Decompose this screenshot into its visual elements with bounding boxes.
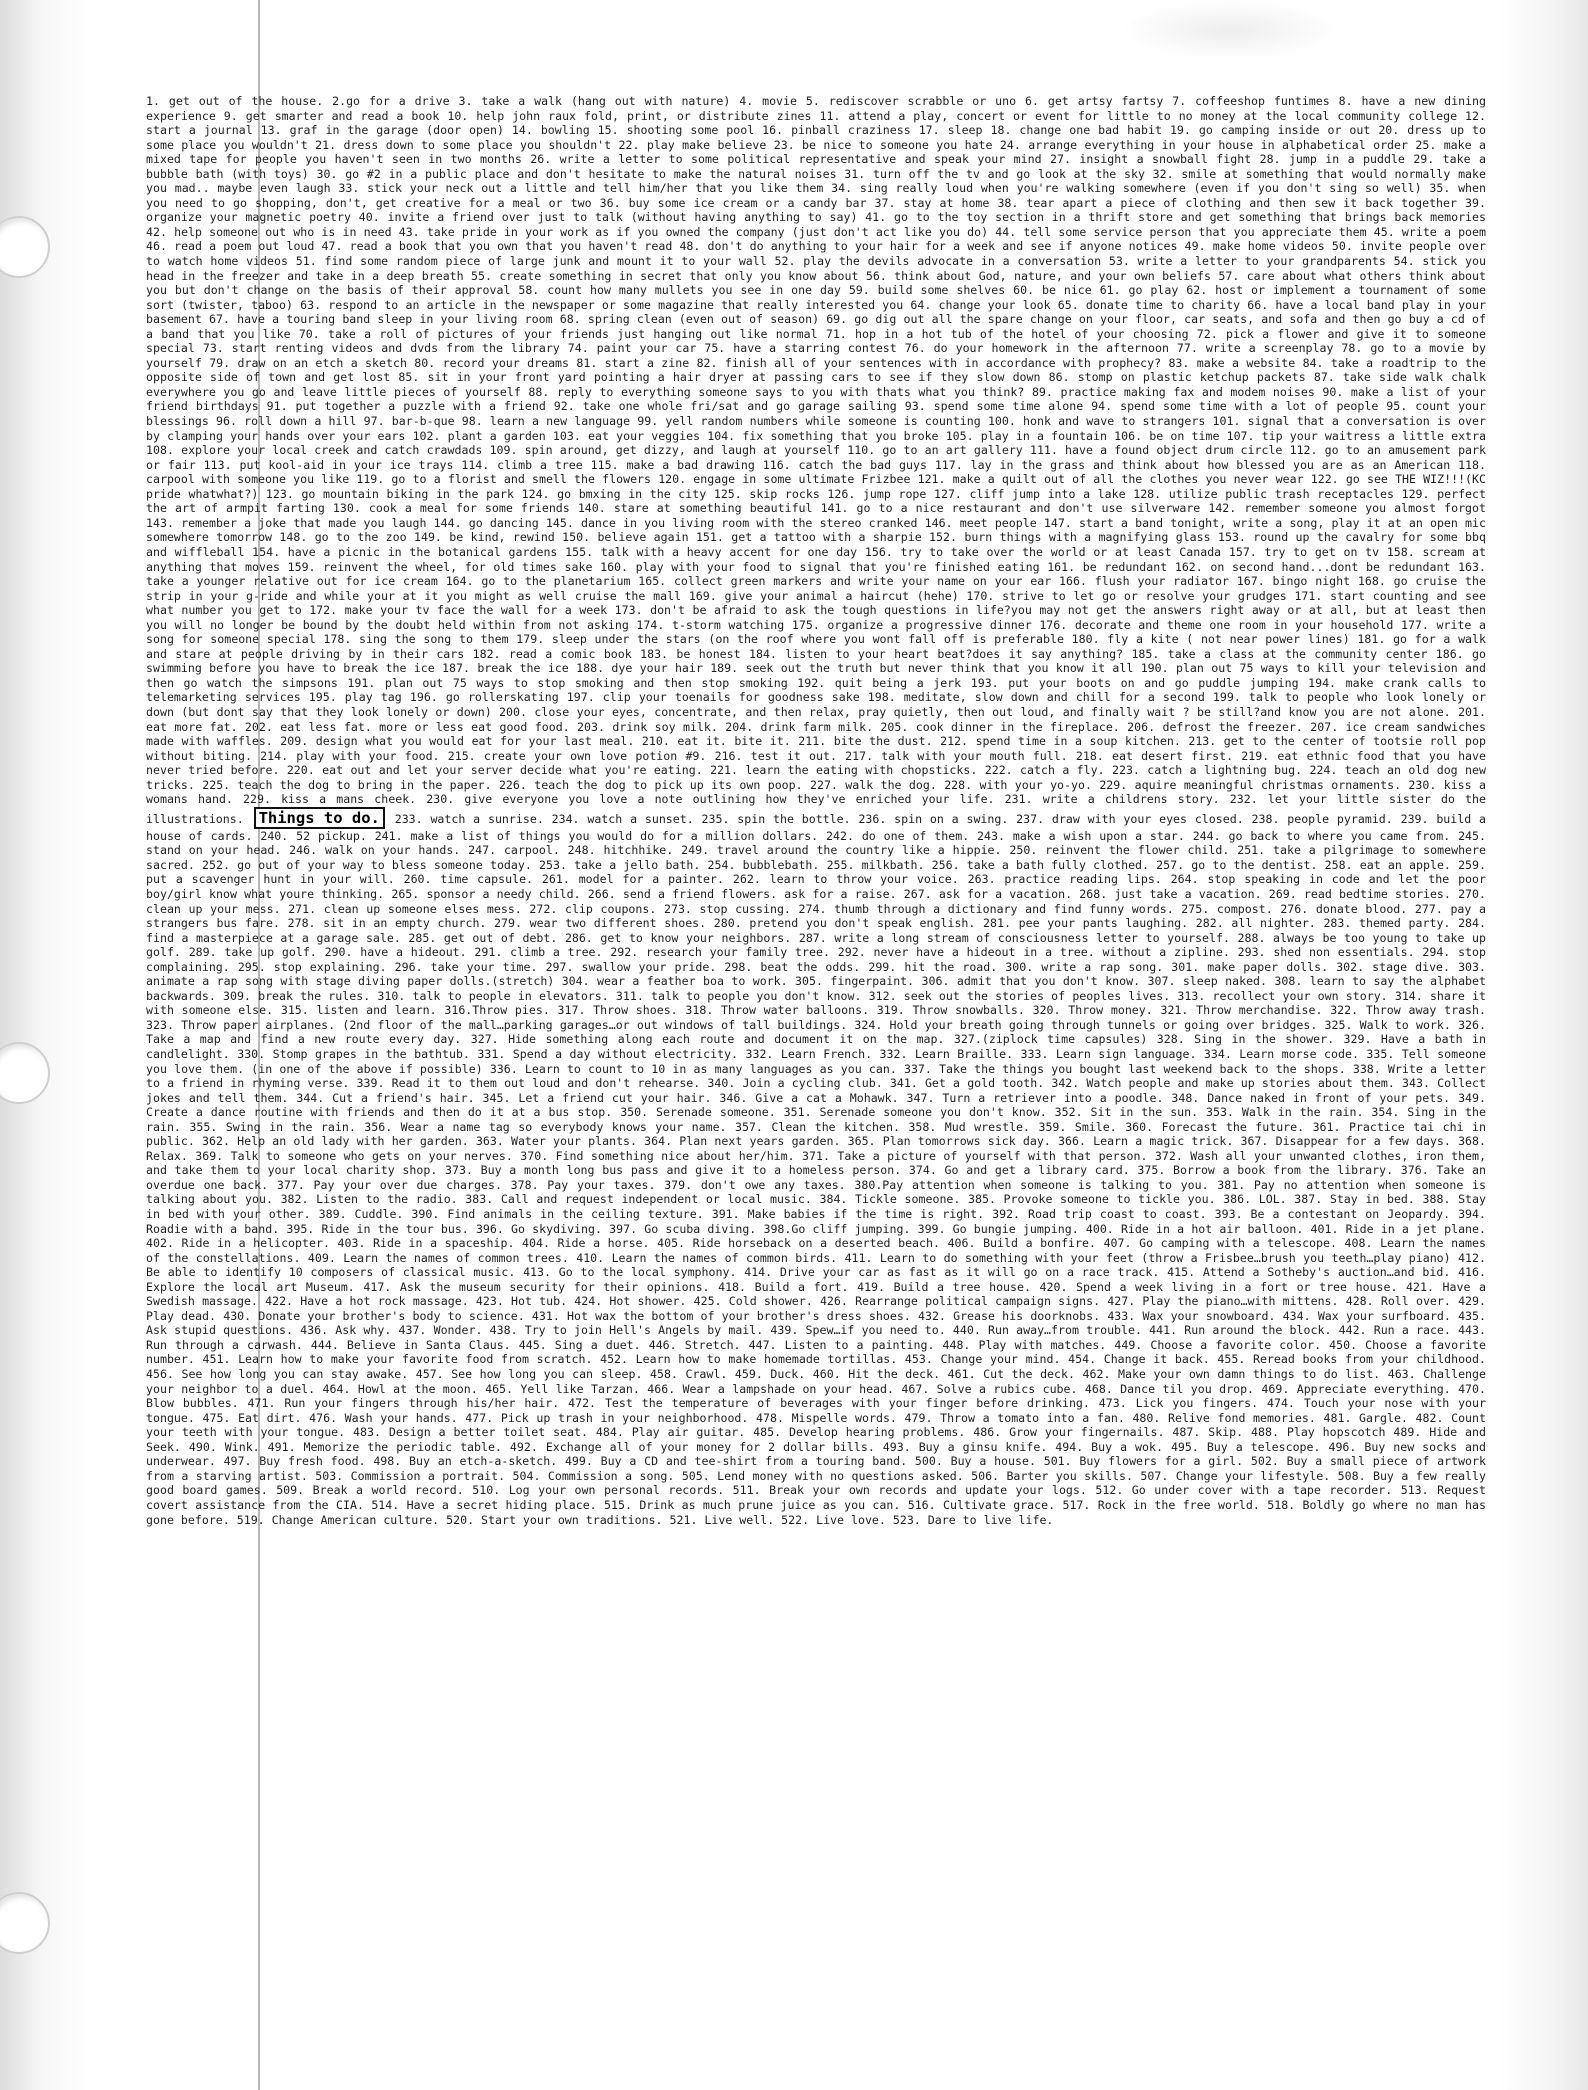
punch-hole-middle (0, 1042, 50, 1104)
list-title: Things to do. (254, 807, 385, 829)
punch-hole-top (0, 216, 50, 278)
list-part-1: 1. get out of the house. 2.go for a drive 3. take a walk (hang out with nature) 4. movie 5. rediscover scrabble or uno 6. get artsy fartsy 7. coffeeshop funtimes 8. have a new dining experience 9. get smarter and read a book 10. help john raux fold, print, or distribute zines 11. attend a play, concert or event for little to no money at the local community college 12. start a journal 13. graf in the garage (door open) 14. bowling 15. shooting some pool 16. pinball craziness 17. sleep 18. change one bad habit 19. go camping inside or out 20. dress up to some place you wouldn't 21. dress down to some place you shouldn't 22. play make believe 23. be nice to someone you hate 24. arrange everything in your house in alphabetical order 25. make a mixed tape for people you haven't seen in two months 26. write a letter to some political representative and speak your mind 27. insight a snowball fight 28. jump in a puddle 29. take a bubble bath (with toys) 30. go #2 in a public place and don't hesitate to make the natural noises 31. turn off the tv and go look at the sky 32. smile at something that would normally make you mad.. maybe even laugh 33. stick your neck out a little and tell him/her that you like them 34. sing really loud when you're walking somewhere (even if you don't sing so well) 35. when you need to go shopping, don't, get creative for a meal or two 36. buy some ice cream or a candy bar 37. stay at home 38. tear apart a piece of clothing and then sew it back together 39. organize your magnetic poetry 40. invite a friend over just to talk (without having anything to say) 41. go to the toy section in a thrift store and get something that brings back memories 42. help someone out who is in need 43. take pride in your work as if you owned the company (just don't act like you do) 44. tell some service person that you appreciate them 45. write a poem 46. read a poem out loud 47. read a book that you own that you haven't read 48. don't do anything to your hair for a week and see if anyone notices 49. make home videos 50. invite people over to watch home videos 51. find some random piece of large junk and mount it to your wall 52. play the devils advocate in a conversation 53. write a letter to your grandparents 54. stick you head in the freezer and take in a deep breath 55. create something in secret that only you know about 56. think about God, nature, and your own beliefs 57. care about what others think about you but don't change on the basis of their approval 58. count how many mullets you see in one day 59. build some shelves 60. be nice 61. go play 62. host or implement a tournament of some sort (twister, taboo) 63. respond to an article in the newspaper or some magazine that really interested you 64. change your look 65. donate time to charity 66. have a local band play in your basement 67. have a touring band sleep in your living room 68. spring clean (even out of season) 69. go dig out all the spare change on your floor, car seats, and sofa and then go buy a cd of a band that you like 70. take a roll of pictures of your friends just hanging out like normal 71. hop in a hot tub of the hotel of your choosing 72. pick a flower and give it to someone special 73. start renting videos and dvds from the library 74. paint your car 75. have a starring contest 76. do your homework in the afternoon 77. write a screenplay 78. go to a movie by yourself 79. draw on an etch a sketch 80. record your dreams 81. start a zine 82. finish all of your sentences with in accordance with prophecy? 83. make a website 84. take a roadtrip to the opposite side of town and get lost 85. sit in your front yard pointing a hair dryer at passing cars to see if they slow down 86. stomp on plastic ketchup packets 87. take side walk chalk everywhere you go and leave little pieces of yourself 88. reply to everything someone says to you with thats what you think? 89. practice making fax and modem noises 90. make a list of your friend birthdays 91. put together a puzzle with a friend 92. take one whole fri/sat and go garage sailing 93. spend some time alone 94. spend some time with a lot of people 95. count your blessings 96. roll down a hill 97. bar-b-que 98. learn a new language 99. yell random numbers while someone is counting 100. honk and wave to strangers 101. signal that a conversation is over by clamping your hands over your ears 102. plant a garden 103. eat your veggies 104. fix something that you broke 105. play in a fountain 106. be on time 107. tip your waitress a little extra 108. explore your local creek and catch crawdads 109. spin around, get dizzy, and laugh at yourself 110. go to an art gallery 111. have a found object drum circle 112. go to an amusement park or fair 113. put kool-aid in your ice trays 114. climb a tree 115. make a bad drawing 116. catch the bad guys 117. lay in the grass and think about how blessed you are as an American 118. carpool with someone you like 119. go to a florist and smell the flowers 120. engage in some ultimate Frizbee 121. make a quilt out of all the clothes you never wear 122. go see THE WIZ!!!(KC pride whatwhat?) 123. go mountain biking in the park 124. go bmxing in the city 125. skip rocks 126. jump rope 127. cliff jump into a lake 128. utilize public trash receptacles 129. perfect the art of armpit farting 130. cook a meal for some friends 140. stare at something beautiful 141. go to a nice restaurant and don't use silverware 142. remember someone you almost forgot 143. remember a joke that made you laugh 144. go dancing 145. dance in you living room with the stereo cranked 146. meet people 147. start a band tonight, write a song, play it at an open mic somewhere tomorrow 148. go to the zoo 149. be kind, rewind 150. believe again 151. get a tattoo with a sharpie 152. burn things with a magnifying glass 153. round up the cavalry for some bbq and wiffleball 154. have a picnic in the botanical gardens 155. talk with a heavy accent for one day 156. try to take over the world or at least Canada 157. try to get on tv 158. scream at anything that moves 159. reinvent the wheel, for old times sake 160. play with your food to signal that you're finished eating 161. be redundant 162. on second hand...dont be redundant 163. take a younger relative out for ice cream 164. go to the planetarium 165. collect green markers and write your name on your ear 166. flush your radiator 167. bingo night 168. go cruise the strip in your g-ride and while your at it you might as well cruise the mall 169. give your animal a haircut (hehe) 170. strive to let go or resolve your grudges 171. start counting and see what number you get to 172. make your tv face the wall for a week 173. don't be afraid to ask the tough questions in life?you may not get the answers right away or at all, but at least then you will no longer be bound by the doubt held within from not asking 174. t-storm watching 175. organize a progressive dinner 176. decorate and theme one room in your household 177. write a song for someone special 178. sing the song to them 179. sleep under the stars (on the roof where you wont fall off is preferable 180. fly a kite ( not near power lines) 181. go for a walk and stare at people driving by in their cars 182. read a comic book 183. be honest 184. listen to your heart beat?does it say anything? 185. take a class at the community center 186. go swimming before you have to break the ice 187. break the ice 188. dye your hair 189. seek out the truth but never think that you know it all 190. plan out 75 ways to kill your television and then go watch the simpsons 191. plan out 75 ways to stop smoking and then stop smoking 192. quit being a jerk 193. put your boots on and go puddle jumping 194. make crank calls to telemarketing services 195. play tag 196. go rollerskating 197. clip your toenails for goodness sake 198. meditate, slow down and chill for a second 199. talk to people who look lonely or down (but dont say that they look lonely or down) 200. close your eyes, concentrate, and then relax, pray quietly, then out loud, and finally wait ? be still?and know you are not alone. 201. eat more fat. 202. eat less fat. more or less eat good food. 203. drink soy milk. 204. drink farm milk. 205. cook dinner in the fireplace. 206. defrost the freezer. 207. ice cream sandwiches made with waffles. 209. design what you would eat for your last meal. 210. eat it. bite it. 211. bite the dust. 212. spend time in a soup kitchen. 213. get to the center of tootsie roll pop without biting. 214. play with your food. 215. create your own love potion #9. 216. test it out. 217. talk with your mouth full. 218. eat desert first. 219. eat ethnic food that you have never tried before. 220. eat out and let your server decide what you're eating. 221. learn the eating with chopsticks. 222. catch a fly. 223. catch a lightning bug. 224. teach an old dog new tricks. 225. teach the dog to bring in the paper. 226. teach the dog to pick up its own poop. 227. walk the dog. 228. with your yo-yo. 229. aquire meaningful christmas ornaments. 230. kiss a womans hand. 229. kiss a mans cheek. 230. give everyone you love a note outlining how they've enriched your life. 231. write a childrens story. 232. let your little sister do the illustrations. (146, 94, 1486, 826)
punch-hole-bottom (0, 1892, 50, 1954)
list-part-2: 233. watch a sunrise. 234. watch a sunset. 235. spin the bottle. 236. spin on a swing. 237. draw with your eyes closed. 238. people pyramid. 239. build a house of cards. 240. 52 pickup. 241. make a list of things you would do for a million dollars. 242. do one of them. 243. make a wish upon a star. 244. go back to where you came from. 245. stand on your head. 246. walk on your hands. 247. carpool. 248. hitchhike. 249. travel around the country like a hippie. 250. reinvent the flower child. 251. take a pilgrimage to somewhere sacred. 252. go out of your way to bless someone today. 253. take a jello bath. 254. bubblebath. 255. milkbath. 256. take a bath fully clothed. 257. go to the dentist. 258. eat an apple. 259. put a scavenger hunt in your will. 260. time capsule. 261. model for a painter. 262. learn to throw your voice. 263. practice reading lips. 264. stop speaking in code and let the poor boy/girl know what youre thinking. 265. sponsor a needy child. 266. send a friend flowers. ask for a raise. 267. ask for a vacation. 268. just take a vacation. 269. read bedtime stories. 270. clean up your mess. 271. clean up someone elses mess. 272. clip coupons. 273. stop cussing. 274. thumb through a dictionary and find funny words. 275. compost. 276. donate blood. 277. pay a strangers bus fare. 278. sit in an empty church. 279. wear two different shoes. 280. pretend you don't speak english. 281. pee your pants laughing. 282. all nighter. 283. themed party. 284. find a masterpiece at a garage sale. 285. get out of debt. 286. get to know your neighbors. 287. write a long stream of consciousness letter to yourself. 288. always be too young to take up golf. 289. take up golf. 290. have a hideout. 291. climb a tree. 292. research your family tree. 292. never have a hideout in a tree. without a zipline. 293. shed non essentials. 294. stop complaining. 295. stop explaining. 296. take your time. 297. swallow your pride. 298. beat the odds. 299. hit the road. 300. write a rap song. 301. make paper dolls. 302. stage dive. 303. animate a rap song with stage diving paper dolls.(stretch) 304. wear a feather boa to work. 305. fingerpaint. 306. admit that you don't know. 307. sleep naked. 308. learn to say the alphabet backwards. 309. break the rules. 310. talk to people in elevators. 311. talk to people you don't know. 312. seek out the stories of peoples lives. 313. recollect your own story. 314. share it with someone else. 315. listen and learn. 316.Throw pies. 317. Throw shoes. 318. Throw water balloons. 319. Throw snowballs. 320. Throw money. 321. Throw merchandise. 322. Throw away trash. 323. Throw paper airplanes. (2nd floor of the mall…parking garages…or out windows of tall buildings. 324. Hold your breath going through tunnels or going over bridges. 325. Walk to work. 326. Take a map and find a new route every day. 327. Hide something along each route and document it on the map. 327.(ziplock time capsules) 328. Sing in the shower. 329. Have a bath in candlelight. 330. Stomp grapes in the bathtub. 331. Spend a day without electricity. 332. Learn French. 332. Learn Braille. 333. Learn sign language. 334. Learn morse code. 335. Tell someone you love them. (in one of the above if possible) 336. Learn to count to 10 in as many languages as you can. 337. Take the things you bought last weekend back to the shops. 338. Write a letter to a friend in rhyming verse. 339. Read it to them out loud and don't rehearse. 340. Join a cycling club. 341. Get a gold tooth. 342. Watch people and make up stories about them. 343. Collect jokes and tell them. 344. Cut a friend's hair. 345. Let a friend cut your hair. 346. Give a cat a Mohawk. 347. Turn a retriever into a poodle. 348. Dance naked in front of your pets. 349. Create a dance routine with friends and then do it at a bus stop. 350. Serenade someone. 351. Serenade someone you don't know. 352. Sit in the sun. 353. Walk in the rain. 354. Sing in the rain. 355. Swing in the rain. 356. Wear a name tag so everybody knows your name. 357. Clean the kitchen. 358. Mud wrestle. 359. Smile. 360. Forecast the future. 361. Practice tai chi in public. 362. Help an old lady with her garden. 363. Water your plants. 364. Plan next years garden. 365. Plan tomorrows sick day. 366. Learn a magic trick. 367. Disappear for a few days. 368. Relax. 369. Talk to someone who gets on your nerves. 370. Find something nice about her/him. 371. Take a picture of yourself with that person. 372. Wash all your unwanted clothes, iron them, and take them to your local charity shop. 373. Buy a month long bus pass and give it to a homeless person. 374. Go and get a library card. 375. Borrow a book from the library. 376. Take an overdue one back. 377. Pay your over due charges. 378. Pay your taxes. 379. don't owe any taxes. 380.Pay attention when someone is talking to you. 381. Pay no attention when someone is talking about you. 382. Listen to the radio. 383. Call and request independent or local music. 384. Tickle someone. 385. Provoke someone to tickle you. 386. LOL. 387. Stay in bed. 388. Stay in bed with your other. 389. Cuddle. 390. Find animals in the ceiling texture. 391. Make babies if the time is right. 392. Road trip coast to coast. 393. Be a contestant on Jeopardy. 394. Roadie with a band. 395. Ride in the tour bus. 396. Go skydiving. 397. Go scuba diving. 398.Go cliff jumping. 399. Go bungie jumping. 400. Ride in a hot air balloon. 401. Ride in a jet plane. 402. Ride in a helicopter. 403. Ride in a spaceship. 404. Ride a horse. 405. Ride horseback on a deserted beach. 406. Build a bonfire. 407. Go camping with a telescope. 408. Learn the names of the constellations. 409. Learn the names of common trees. 410. Learn the names of common birds. 411. Learn to do something with your feet (throw a Frisbee…brush you teeth…play piano) 412. Be able to identify 10 composers of classical music. 413. Go to the local symphony. 414. Drive your car as fast as it will go on a race track. 415. Attend a Sotheby's auction…and bid. 416. Explore the local art Museum. 417. Ask the museum security for their opinions. 418. Build a fort. 419. Build a tree house. 420. Spend a week living in a fort or tree house. 421. Have a Swedish massage. 422. Have a hot rock massage. 423. Hot tub. 424. Hot shower. 425. Cold shower. 426. Rearrange political campaign signs. 427. Play the piano…with mittens. 428. Roll over. 429. Play dead. 430. Donate your brother's body to science. 431. Hot wax the bottom of your brother's dress shoes. 432. Grease his doorknobs. 433. Wax your snowboard. 434. Wax your surfboard. 435. Ask stupid questions. 436. Ask why. 437. Wonder. 438. Try to join Hell's Angels by mail. 439. Spew…if you need to. 440. Run away…from trouble. 441. Run around the block. 442. Run a race. 443. Run through a carwash. 444. Believe in Santa Claus. 445. Sing a duet. 446. Stretch. 447. Listen to a painting. 448. Play with matches. 449. Choose a favorite color. 450. Choose a favorite number. 451. Learn how to make your favorite food from scratch. 452. Learn how to make homemade tortillas. 453. Change your mind. 454. Change it back. 455. Reread books from your childhood. 456. See how long you can stay awake. 457. See how long you can sleep. 458. Crawl. 459. Duck. 460. Hit the deck. 461. Cut the deck. 462. Make your own damn things to do list. 463. Challenge your neighbor to a duel. 464. Howl at the moon. 465. Yell like Tarzan. 466. Wear a lampshade on your head. 467. Solve a rubics cube. 468. Dance til you drop. 469. Appreciate everything. 470. Blow bubbles. 471. Run your fingers through his/her hair. 472. Test the temperature of beverages with your finger before drinking. 473. Lick you fingers. 474. Touch your nose with your tongue. 475. Eat dirt. 476. Wash your hands. 477. Pick up trash in your neighborhood. 478. Mispelle words. 479. Throw a tomato into a fan. 480. Relive fond memories. 481. Gargle. 482. Count your teeth with your tongue. 483. Design a better toilet seat. 484. Play air guitar. 485. Develop hearing problems. 486. Grow your fingernails. 487. Skip. 488. Play hopscotch 489. Hide and Seek. 490. Wink. 491. Memorize the periodic table. 492. Exchange all of your money for 2 dollar bills. 493. Buy a ginsu knife. 494. Buy a wok. 495. Buy a telescope. 496. Buy new socks and underwear. 497. Buy fresh food. 498. Buy an etch-a-sketch. 499. Buy a CD and tee-shirt from a touring band. 500. Buy a house. 501. Buy flowers for a girl. 502. Buy a small piece of artwork from a starving artist. 503. Commission a portrait. 504. Commission a song. 505. Lend money with no questions asked. 506. Barter you skills. 507. Change your lifestyle. 508. Buy a few really good board games. 509. Break a world record. 510. Log your own personal records. 511. Break your own records and update your logs. 512. Go under cover with a tape recorder. 513. Request covert assistance from the CIA. 514. Have a secret hiding place. 515. Drink as much prune juice as you can. 516. Cultivate grace. 517. Rock in the free world. 518. Boldly go where no man has gone before. 519. Change American culture. 520. Start your own traditions. 521. Live well. 522. Live love. 523. Dare to live life. (146, 811, 1487, 1527)
scan-smudge (1120, 0, 1340, 60)
things-to-do-list (146, 94, 1486, 1527)
